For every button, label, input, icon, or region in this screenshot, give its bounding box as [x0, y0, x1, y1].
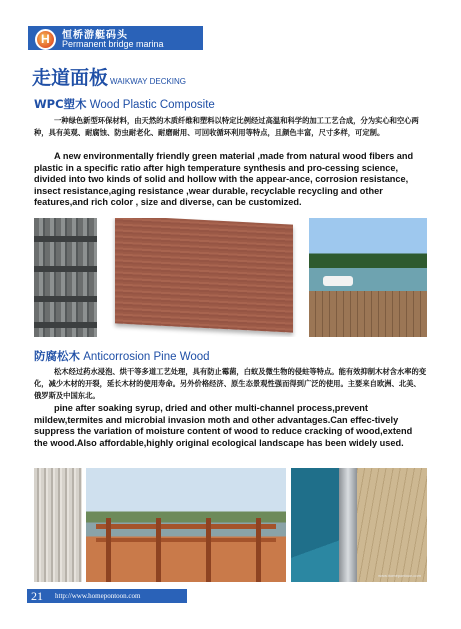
wpc-description-cn: 一种绿色新型环保材料，由天然的木质纤维和塑料以特定比例经过高温和科学的加工工艺合成，分为实心和空心两种，具有美观、耐腐蚀、防虫耐老化、耐磨耐用、可回收循环利用等特点，且颜色丰富，尺寸多样，可定制。 [34, 116, 419, 137]
pine-description-en: pine after soaking syrup, dried and other multi-channel process,prevent mildew,termites and microbial invasion moth and other advantages.Can effec-tively suppress the variation of moisture content of wood to reduce cracking of wood,extend the wood.Also affordable,highly original ecological landscape has been widely used. [34, 403, 413, 448]
page-title-cn: 走道面板 [32, 67, 109, 89]
pine-heading-cn: 防腐松木 [34, 349, 80, 363]
wpc-plank-photo [103, 218, 303, 337]
wpc-heading-cn: WPC塑木 [34, 97, 87, 111]
page-title [32, 63, 186, 90]
wpc-description-en: A new environmentally friendly green material ,made from natural wood fibers and plastic in a specific ratio after high temperature synthesis and pro-cessing science, divided into two kinds of solid and hollow with the appear-ance, corrosion resistance, insect resistance,aging resistance ,wear durable, recyclable recycling and other features,and rich color , size and diverse, can be customized. [34, 151, 414, 208]
pine-section-heading [34, 348, 210, 364]
pine-wall-panel-photo [34, 468, 82, 582]
pine-boardwalk-photo [86, 468, 286, 582]
marina-pier-photo [309, 218, 427, 337]
photo-watermark: www.homepontoon.com [378, 573, 421, 578]
brand-name-en: Permanent bridge marina [62, 39, 164, 49]
wpc-section-heading [34, 96, 215, 112]
wpc-heading-en: Wood Plastic Composite [89, 99, 215, 111]
brand-name-cn: 恒桥游艇码头 [62, 30, 128, 41]
page-title-en: WAIKWAY DECKING [110, 77, 187, 86]
page-number: 21 [31, 589, 43, 603]
hollow-wpc-board-photo [34, 218, 97, 337]
pine-description-cn: 松木经过药水浸泡、烘干等多道工艺处理，具有防止霉菌，白蚁及微生物的侵蛀等特点。能有效抑制木材含水率的变化，减少木材的开裂，延长木材的使用寿命。另外价格经济、原生态景观性强而得到广泛的使用。主要来自欧洲、北美、俄罗斯及中国东北。 [34, 367, 427, 400]
pine-heading-en: Anticorrosion Pine Wood [83, 351, 210, 363]
hq-logo-icon: H [35, 29, 56, 50]
website-link[interactable]: http://www.homepontoon.com [55, 592, 141, 600]
pontoon-dock-photo [291, 468, 427, 582]
